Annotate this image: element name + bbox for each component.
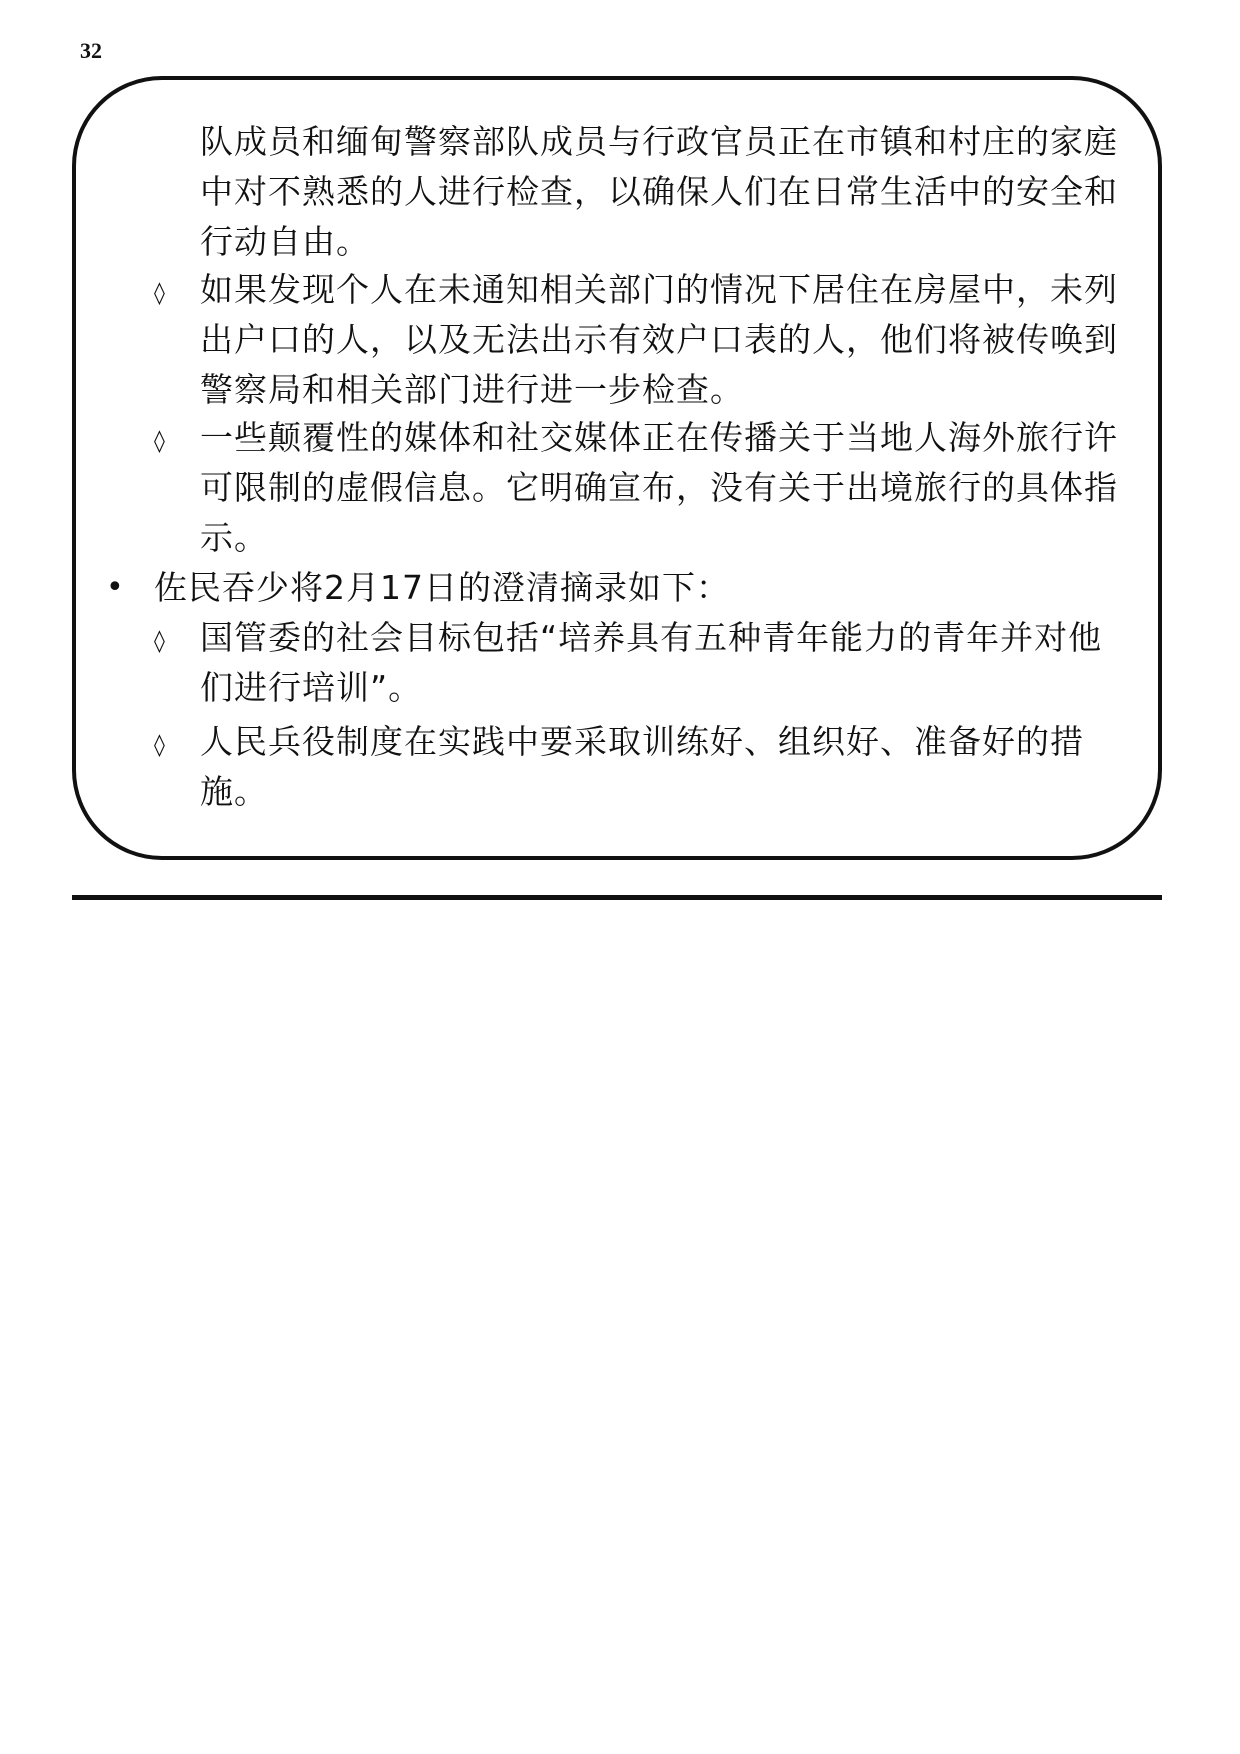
list-item-line: 国管委的社会目标包括“培养具有五种青年能力的青年并对他 <box>200 618 1103 657</box>
list-item-line: 如果发现个人在未通知相关部门的情况下居住在房屋中，未列 <box>200 270 1118 309</box>
diamond-bullet-icon: ◊ <box>154 281 165 306</box>
paragraph-line: 中对不熟悉的人进行检查，以确保人们在日常生活中的安全和 <box>200 172 1118 211</box>
paragraph-line: 行动自由。 <box>200 222 370 261</box>
content-box <box>72 76 1162 860</box>
list-item-line: 警察局和相关部门进行进一步检查。 <box>200 370 744 409</box>
list-item-line: 们进行培训”。 <box>200 668 423 707</box>
list-item-line: 施。 <box>200 772 268 811</box>
list-item-line: 人民兵役制度在实践中要采取训练好、组织好、准备好的措 <box>200 722 1084 761</box>
diamond-bullet-icon: ◊ <box>154 733 165 758</box>
list-item-line: 示。 <box>200 518 268 557</box>
diamond-bullet-icon: ◊ <box>154 429 165 454</box>
list-item-line: 一些颠覆性的媒体和社交媒体正在传播关于当地人海外旅行许 <box>200 418 1118 457</box>
page-number: 32 <box>80 38 102 63</box>
list-item-line: 可限制的虚假信息。它明确宣布，没有关于出境旅行的具体指 <box>200 468 1118 507</box>
bullet-text: 佐民吞少将2月17日的澄清摘录如下： <box>154 568 730 607</box>
bullet-icon: • <box>106 570 124 605</box>
content-text <box>76 80 1158 856</box>
list-item-line: 出户口的人，以及无法出示有效户口表的人，他们将被传唤到 <box>200 320 1118 359</box>
paragraph-line: 队成员和缅甸警察部队成员与行政官员正在市镇和村庄的家庭 <box>200 122 1118 161</box>
diamond-bullet-icon: ◊ <box>154 629 165 654</box>
bottom-rule <box>72 895 1162 900</box>
